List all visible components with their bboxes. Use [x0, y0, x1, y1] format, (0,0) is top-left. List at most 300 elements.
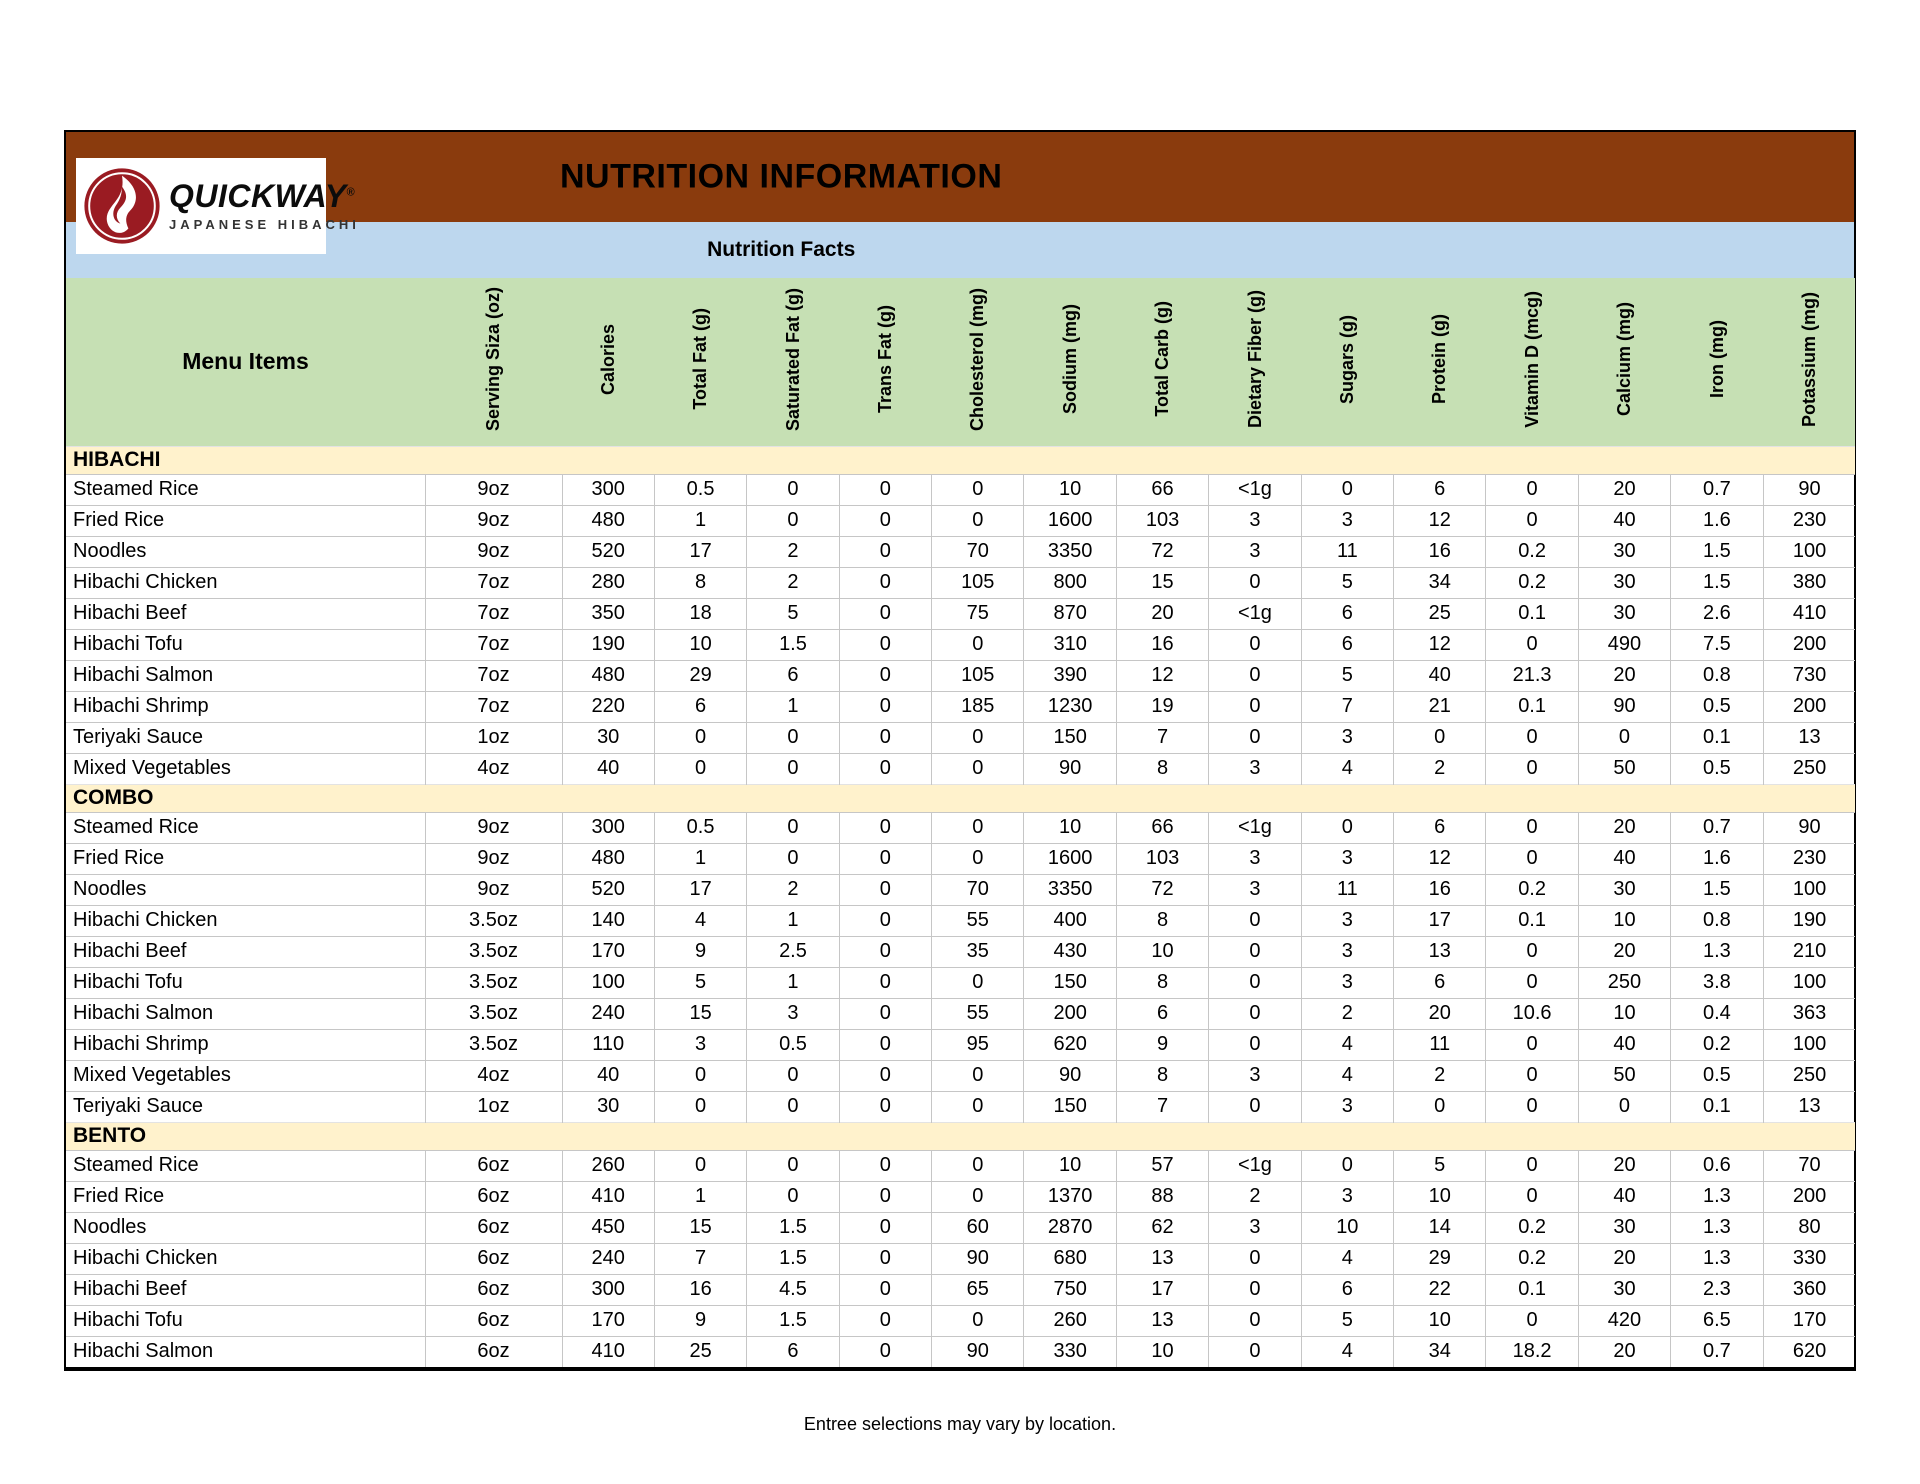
nutrition-value: 0 — [932, 1091, 1024, 1122]
nutrition-value: 200 — [1763, 1181, 1855, 1212]
column-header-label: Total Carb (g) — [1152, 301, 1173, 418]
nutrition-value: 0 — [839, 691, 931, 722]
nutrition-value: 10 — [1116, 1336, 1208, 1367]
nutrition-value: 1.3 — [1671, 1181, 1763, 1212]
nutrition-value: 1.5 — [1671, 874, 1763, 905]
nutrition-value: 105 — [932, 567, 1024, 598]
nutrition-value: 2 — [1394, 1060, 1486, 1091]
nutrition-value: 3 — [1301, 936, 1393, 967]
nutrition-value: 22 — [1394, 1274, 1486, 1305]
column-header-label: Serving Siza (oz) — [483, 287, 504, 432]
nutrition-value: 410 — [562, 1336, 654, 1367]
nutrition-value: 15 — [654, 998, 746, 1029]
nutrition-value: 21 — [1394, 691, 1486, 722]
nutrition-value: 363 — [1763, 998, 1855, 1029]
nutrition-value: 1.5 — [747, 629, 839, 660]
nutrition-value: 72 — [1116, 874, 1208, 905]
nutrition-value: 0 — [747, 722, 839, 753]
column-header — [1301, 278, 1393, 446]
column-header-label: Total Fat (g) — [690, 308, 711, 411]
nutrition-value: 210 — [1763, 936, 1855, 967]
nutrition-value: 7oz — [425, 598, 562, 629]
table-row — [66, 812, 1855, 843]
nutrition-value: 40 — [1578, 843, 1670, 874]
menu-item-name: Steamed Rice — [66, 1150, 425, 1181]
nutrition-value: 6 — [1301, 629, 1393, 660]
nutrition-value: 30 — [1578, 1212, 1670, 1243]
nutrition-value: 15 — [654, 1212, 746, 1243]
menu-item-name: Fried Rice — [66, 1181, 425, 1212]
nutrition-value: 0 — [839, 474, 931, 505]
nutrition-value: 11 — [1394, 1029, 1486, 1060]
nutrition-value: 0.1 — [1486, 905, 1578, 936]
nutrition-value: 2.5 — [747, 936, 839, 967]
nutrition-value: 90 — [1024, 1060, 1116, 1091]
nutrition-value: 3 — [1301, 843, 1393, 874]
table-row — [66, 843, 1855, 874]
nutrition-value: 0.1 — [1486, 691, 1578, 722]
menu-item-name: Hibachi Chicken — [66, 905, 425, 936]
nutrition-value: 0 — [839, 1029, 931, 1060]
nutrition-value: 0 — [1486, 967, 1578, 998]
nutrition-value: 220 — [562, 691, 654, 722]
nutrition-value: 70 — [932, 874, 1024, 905]
nutrition-value: 680 — [1024, 1243, 1116, 1274]
nutrition-value: 0 — [1486, 812, 1578, 843]
nutrition-value: 9oz — [425, 474, 562, 505]
menu-item-name: Teriyaki Sauce — [66, 1091, 425, 1122]
nutrition-value: 8 — [1116, 1060, 1208, 1091]
nutrition-value: 0 — [747, 1060, 839, 1091]
nutrition-value: 0 — [839, 660, 931, 691]
menu-item-name: Mixed Vegetables — [66, 753, 425, 784]
nutrition-value: 4 — [1301, 753, 1393, 784]
nutrition-value: 190 — [562, 629, 654, 660]
nutrition-value: 1 — [747, 967, 839, 998]
nutrition-value: 0 — [747, 1091, 839, 1122]
nutrition-value: 0 — [747, 1150, 839, 1181]
nutrition-value: 0.2 — [1486, 567, 1578, 598]
nutrition-value: 170 — [1763, 1305, 1855, 1336]
nutrition-value: 1.3 — [1671, 1212, 1763, 1243]
nutrition-value: 90 — [932, 1336, 1024, 1367]
nutrition-value: 0.1 — [1486, 598, 1578, 629]
nutrition-value: 8 — [1116, 905, 1208, 936]
nutrition-value: 20 — [1578, 1243, 1670, 1274]
nutrition-value: 0 — [932, 843, 1024, 874]
nutrition-value: 25 — [1394, 598, 1486, 629]
nutrition-value: 0.7 — [1671, 812, 1763, 843]
column-header-label: Calcium (mg) — [1614, 302, 1635, 417]
nutrition-value: 190 — [1763, 905, 1855, 936]
column-header-label: Trans Fat (g) — [875, 305, 896, 414]
nutrition-value: 0 — [932, 629, 1024, 660]
nutrition-value: 0 — [932, 967, 1024, 998]
nutrition-value: 3350 — [1024, 536, 1116, 567]
table-row — [66, 660, 1855, 691]
nutrition-value: 0 — [1209, 967, 1301, 998]
nutrition-value: 800 — [1024, 567, 1116, 598]
column-header — [562, 278, 654, 446]
nutrition-value: 13 — [1116, 1305, 1208, 1336]
menu-item-name: Hibachi Salmon — [66, 998, 425, 1029]
menu-item-name: Hibachi Chicken — [66, 1243, 425, 1274]
table-row — [66, 1029, 1855, 1060]
nutrition-value: 95 — [932, 1029, 1024, 1060]
nutrition-value: 3350 — [1024, 874, 1116, 905]
nutrition-value: 0.2 — [1486, 1243, 1578, 1274]
nutrition-value: 230 — [1763, 843, 1855, 874]
nutrition-value: 0 — [654, 753, 746, 784]
table-row — [66, 1212, 1855, 1243]
nutrition-value: 100 — [1763, 967, 1855, 998]
nutrition-value: 3.5oz — [425, 967, 562, 998]
nutrition-value: 0 — [839, 1060, 931, 1091]
nutrition-value: 20 — [1578, 1336, 1670, 1367]
nutrition-value: 30 — [1578, 874, 1670, 905]
nutrition-value: 3.5oz — [425, 936, 562, 967]
menu-item-name: Noodles — [66, 536, 425, 567]
nutrition-value: 7oz — [425, 629, 562, 660]
nutrition-value: 4 — [1301, 1060, 1393, 1091]
nutrition-value: 450 — [562, 1212, 654, 1243]
nutrition-value: 20 — [1116, 598, 1208, 629]
table-row — [66, 1060, 1855, 1091]
nutrition-value: 0.2 — [1486, 1212, 1578, 1243]
nutrition-value: 3.8 — [1671, 967, 1763, 998]
nutrition-value: 30 — [1578, 536, 1670, 567]
flame-icon — [82, 166, 162, 246]
nutrition-value: 0 — [839, 843, 931, 874]
nutrition-value: 1.6 — [1671, 843, 1763, 874]
nutrition-value: 1 — [654, 505, 746, 536]
nutrition-value: 3 — [1301, 1091, 1393, 1122]
table-row — [66, 1305, 1855, 1336]
nutrition-value: 35 — [932, 936, 1024, 967]
nutrition-value: 0 — [1209, 1029, 1301, 1060]
nutrition-value: 0 — [839, 998, 931, 1029]
nutrition-value: 0 — [932, 474, 1024, 505]
nutrition-value: 0 — [839, 812, 931, 843]
table-row — [66, 1243, 1855, 1274]
brand-name-line — [169, 180, 355, 212]
nutrition-value: 1.5 — [747, 1243, 839, 1274]
nutrition-value: 300 — [562, 474, 654, 505]
nutrition-value: 6 — [1301, 1274, 1393, 1305]
nutrition-value: 0 — [839, 722, 931, 753]
nutrition-value: 0.5 — [654, 812, 746, 843]
nutrition-value: 0 — [839, 536, 931, 567]
nutrition-value: 7 — [1301, 691, 1393, 722]
nutrition-value: 260 — [562, 1150, 654, 1181]
nutrition-value: 1 — [654, 1181, 746, 1212]
table-row — [66, 691, 1855, 722]
nutrition-value: 3 — [1301, 905, 1393, 936]
nutrition-value: 0.8 — [1671, 660, 1763, 691]
nutrition-value: 0 — [932, 505, 1024, 536]
nutrition-value: 330 — [1024, 1336, 1116, 1367]
nutrition-value: 105 — [932, 660, 1024, 691]
nutrition-value: 30 — [1578, 598, 1670, 629]
nutrition-value: 11 — [1301, 874, 1393, 905]
nutrition-value: 34 — [1394, 1336, 1486, 1367]
nutrition-value: 230 — [1763, 505, 1855, 536]
nutrition-value: 0.4 — [1671, 998, 1763, 1029]
nutrition-value: 66 — [1116, 812, 1208, 843]
table-row — [66, 936, 1855, 967]
nutrition-value: 0 — [1209, 567, 1301, 598]
nutrition-value: 150 — [1024, 722, 1116, 753]
nutrition-value: <1g — [1209, 474, 1301, 505]
table-row — [66, 722, 1855, 753]
nutrition-value: 10 — [1301, 1212, 1393, 1243]
nutrition-value: 17 — [654, 536, 746, 567]
nutrition-value: 0 — [1486, 1181, 1578, 1212]
nutrition-value: 5 — [1301, 660, 1393, 691]
menu-item-name: Hibachi Beef — [66, 1274, 425, 1305]
nutrition-value: 0.5 — [1671, 691, 1763, 722]
menu-item-name: Hibachi Shrimp — [66, 1029, 425, 1060]
nutrition-value: 0 — [1394, 1091, 1486, 1122]
nutrition-value: 9oz — [425, 843, 562, 874]
nutrition-value: 0 — [747, 474, 839, 505]
nutrition-value: 90 — [1578, 691, 1670, 722]
nutrition-value: 17 — [654, 874, 746, 905]
menu-item-name: Hibachi Chicken — [66, 567, 425, 598]
nutrition-value: 0 — [839, 629, 931, 660]
nutrition-table-body — [66, 446, 1855, 1367]
nutrition-value: 4oz — [425, 753, 562, 784]
table-row — [66, 998, 1855, 1029]
nutrition-value: 0 — [1486, 753, 1578, 784]
nutrition-value: 6oz — [425, 1336, 562, 1367]
nutrition-value: 55 — [932, 998, 1024, 1029]
nutrition-value: 2.6 — [1671, 598, 1763, 629]
nutrition-value: 20 — [1394, 998, 1486, 1029]
nutrition-value: 0.5 — [654, 474, 746, 505]
column-header — [1763, 278, 1855, 446]
nutrition-value: 0 — [1209, 1305, 1301, 1336]
nutrition-value: 6 — [1394, 474, 1486, 505]
nutrition-value: 0 — [654, 722, 746, 753]
nutrition-value: 80 — [1763, 1212, 1855, 1243]
nutrition-value: 2 — [1394, 753, 1486, 784]
nutrition-value: <1g — [1209, 1150, 1301, 1181]
nutrition-value: 0 — [1486, 474, 1578, 505]
nutrition-value: 140 — [562, 905, 654, 936]
menu-item-name: Steamed Rice — [66, 812, 425, 843]
nutrition-value: 6 — [1394, 812, 1486, 843]
nutrition-value: 9 — [654, 1305, 746, 1336]
nutrition-value: 60 — [932, 1212, 1024, 1243]
nutrition-value: 10 — [1116, 936, 1208, 967]
table-row — [66, 1150, 1855, 1181]
nutrition-value: 1 — [654, 843, 746, 874]
nutrition-value: 0 — [839, 905, 931, 936]
nutrition-value: 1oz — [425, 722, 562, 753]
nutrition-value: 100 — [1763, 874, 1855, 905]
nutrition-value: 520 — [562, 536, 654, 567]
nutrition-value: 6 — [1394, 967, 1486, 998]
nutrition-value: 0 — [1486, 1150, 1578, 1181]
nutrition-value: 0 — [747, 753, 839, 784]
nutrition-value: 250 — [1763, 753, 1855, 784]
nutrition-value: 0.1 — [1671, 722, 1763, 753]
nutrition-value: 100 — [562, 967, 654, 998]
brand-name: QUICKWAY — [169, 178, 347, 214]
nutrition-value: 100 — [1763, 1029, 1855, 1060]
nutrition-value: 3 — [654, 1029, 746, 1060]
nutrition-value: 410 — [562, 1181, 654, 1212]
nutrition-value: 3 — [747, 998, 839, 1029]
column-header-label: Calories — [597, 323, 618, 395]
nutrition-value: 0 — [839, 1181, 931, 1212]
nutrition-value: 10 — [1578, 998, 1670, 1029]
nutrition-value: 240 — [562, 998, 654, 1029]
nutrition-value: 40 — [1578, 1029, 1670, 1060]
column-header-label: Vitamin D (mcg) — [1521, 290, 1542, 428]
menu-item-name: Steamed Rice — [66, 474, 425, 505]
table-row — [66, 753, 1855, 784]
nutrition-value: 6oz — [425, 1274, 562, 1305]
nutrition-value: 0 — [1578, 722, 1670, 753]
nutrition-value: 7oz — [425, 567, 562, 598]
nutrition-value: 90 — [1763, 474, 1855, 505]
nutrition-value: 0 — [1301, 1150, 1393, 1181]
nutrition-value: 0 — [1209, 1091, 1301, 1122]
nutrition-value: 0 — [839, 1305, 931, 1336]
brand-logo — [76, 158, 360, 254]
nutrition-value: 2 — [1209, 1181, 1301, 1212]
table-row — [66, 1091, 1855, 1122]
nutrition-value: 1 — [747, 905, 839, 936]
nutrition-value: 8 — [654, 567, 746, 598]
nutrition-value: 17 — [1116, 1274, 1208, 1305]
nutrition-value: 4 — [1301, 1336, 1393, 1367]
nutrition-value: 2 — [747, 567, 839, 598]
nutrition-value: 14 — [1394, 1212, 1486, 1243]
nutrition-value: 0 — [1209, 1274, 1301, 1305]
table-row — [66, 874, 1855, 905]
nutrition-value: 0 — [839, 598, 931, 629]
nutrition-value: 50 — [1578, 753, 1670, 784]
nutrition-value: 20 — [1578, 812, 1670, 843]
nutrition-value: 1.3 — [1671, 1243, 1763, 1274]
page-title: NUTRITION INFORMATION — [560, 157, 1003, 196]
nutrition-value: 4oz — [425, 1060, 562, 1091]
nutrition-value: 7 — [1116, 1091, 1208, 1122]
nutrition-value: 0 — [1301, 812, 1393, 843]
nutrition-value: 870 — [1024, 598, 1116, 629]
subtitle: Nutrition Facts — [707, 238, 856, 261]
nutrition-value: 3 — [1209, 536, 1301, 567]
nutrition-value: 300 — [562, 1274, 654, 1305]
nutrition-value: 0 — [1394, 722, 1486, 753]
nutrition-value: 430 — [1024, 936, 1116, 967]
nutrition-value: 5 — [1301, 1305, 1393, 1336]
nutrition-value: 12 — [1394, 505, 1486, 536]
nutrition-value: 90 — [1024, 753, 1116, 784]
nutrition-value: 9oz — [425, 536, 562, 567]
nutrition-value: 62 — [1116, 1212, 1208, 1243]
nutrition-value: 1.5 — [1671, 567, 1763, 598]
nutrition-value: 2 — [747, 536, 839, 567]
nutrition-value: 0 — [839, 1274, 931, 1305]
nutrition-value: 3 — [1301, 505, 1393, 536]
nutrition-value: 1.5 — [747, 1305, 839, 1336]
nutrition-value: 5 — [1301, 567, 1393, 598]
nutrition-value: 10 — [654, 629, 746, 660]
column-header-label: Dietary Fiber (g) — [1244, 290, 1265, 429]
nutrition-value: 30 — [1578, 1274, 1670, 1305]
nutrition-value: 185 — [932, 691, 1024, 722]
table-row — [66, 474, 1855, 505]
nutrition-value: 200 — [1763, 691, 1855, 722]
nutrition-value: 0.5 — [747, 1029, 839, 1060]
nutrition-value: 3 — [1209, 874, 1301, 905]
nutrition-value: 9oz — [425, 812, 562, 843]
column-header — [932, 278, 1024, 446]
nutrition-value: 0.1 — [1671, 1091, 1763, 1122]
menu-item-name: Fried Rice — [66, 505, 425, 536]
nutrition-value: 0 — [839, 753, 931, 784]
nutrition-value: 0 — [839, 1150, 931, 1181]
section-name: HIBACHI — [66, 446, 1855, 474]
menu-item-name: Mixed Vegetables — [66, 1060, 425, 1091]
nutrition-value: 18.2 — [1486, 1336, 1578, 1367]
nutrition-value: 480 — [562, 660, 654, 691]
nutrition-value: 13 — [1763, 722, 1855, 753]
nutrition-value: 620 — [1763, 1336, 1855, 1367]
nutrition-value: 88 — [1116, 1181, 1208, 1212]
nutrition-value: 103 — [1116, 843, 1208, 874]
column-header-label: Cholesterol (mg) — [967, 287, 988, 431]
nutrition-value: 16 — [1394, 536, 1486, 567]
nutrition-value: 0 — [1209, 691, 1301, 722]
column-header-label: Iron (mg) — [1706, 320, 1727, 399]
nutrition-value: 8 — [1116, 967, 1208, 998]
nutrition-value: 18 — [654, 598, 746, 629]
column-header — [1394, 278, 1486, 446]
nutrition-value: 9oz — [425, 874, 562, 905]
nutrition-value: 1 — [747, 691, 839, 722]
nutrition-value: 0 — [932, 753, 1024, 784]
menu-item-name: Fried Rice — [66, 843, 425, 874]
nutrition-value: 30 — [562, 722, 654, 753]
nutrition-value: 29 — [1394, 1243, 1486, 1274]
nutrition-value: 0 — [932, 812, 1024, 843]
nutrition-value: 25 — [654, 1336, 746, 1367]
nutrition-value: 1.5 — [747, 1212, 839, 1243]
nutrition-value: 10 — [1024, 812, 1116, 843]
nutrition-value: 6 — [747, 1336, 839, 1367]
brand-text — [169, 180, 360, 232]
nutrition-value: 1230 — [1024, 691, 1116, 722]
column-header — [1024, 278, 1116, 446]
nutrition-value: 0.2 — [1671, 1029, 1763, 1060]
nutrition-value: 170 — [562, 936, 654, 967]
brand-tagline: JAPANESE HIBACHI — [169, 217, 360, 232]
nutrition-value: <1g — [1209, 812, 1301, 843]
nutrition-value: 16 — [1394, 874, 1486, 905]
nutrition-value: 6oz — [425, 1181, 562, 1212]
nutrition-value: 620 — [1024, 1029, 1116, 1060]
nutrition-value: 0 — [1301, 474, 1393, 505]
nutrition-value: 0 — [932, 1305, 1024, 1336]
nutrition-value: 8 — [1116, 753, 1208, 784]
nutrition-value: 240 — [562, 1243, 654, 1274]
nutrition-value: 0 — [1209, 936, 1301, 967]
